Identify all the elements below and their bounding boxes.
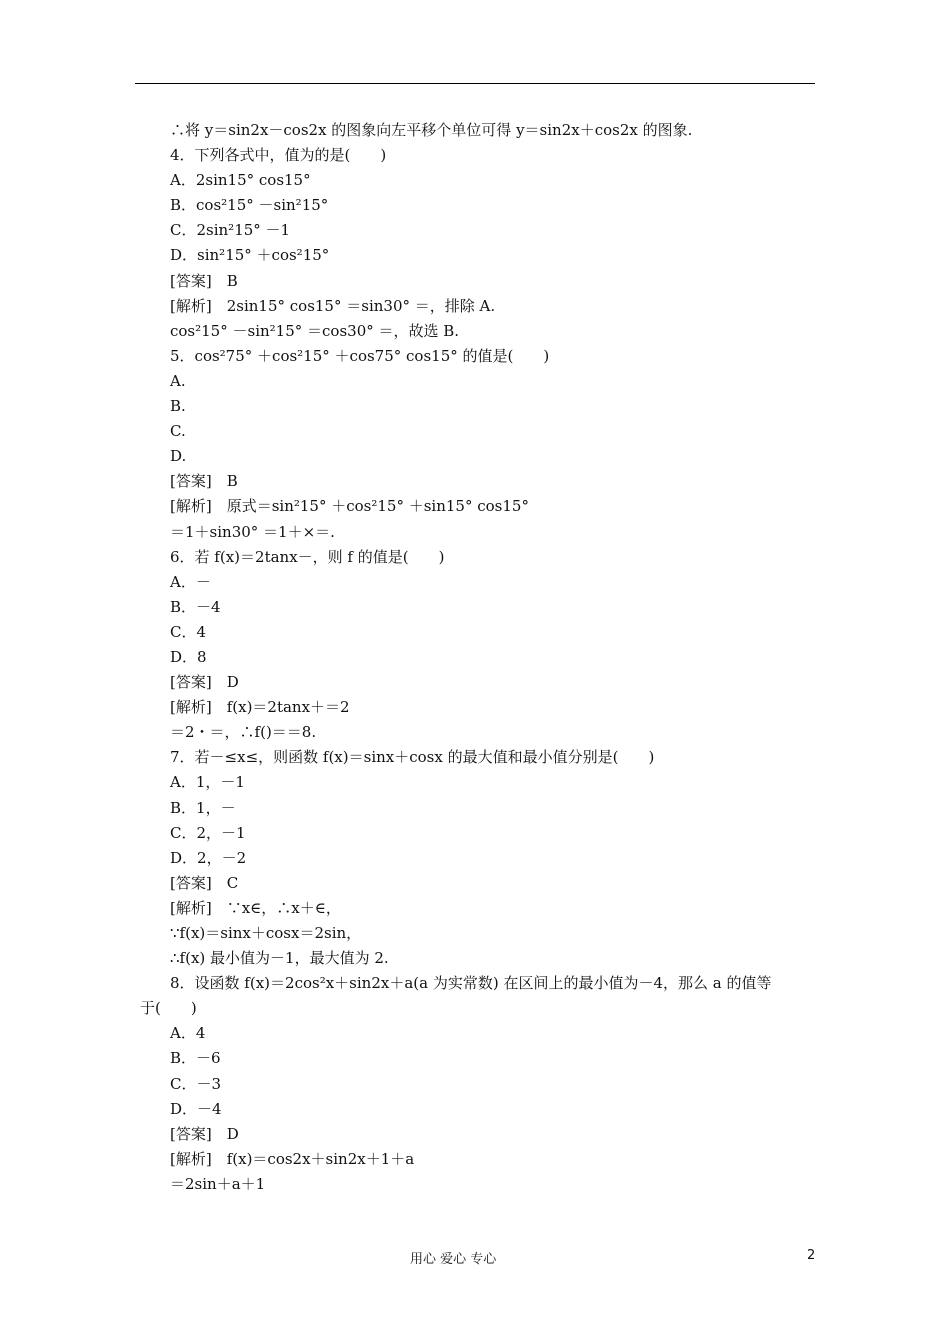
option-d: D．2，－2: [170, 848, 247, 867]
answer-label: [答案] C: [170, 873, 239, 892]
option-a: A．4: [170, 1024, 206, 1043]
option-b: B．1，－: [170, 798, 236, 817]
answer-label: [答案] B: [170, 271, 238, 290]
analysis-label: [解析] 原式＝sin²15° ＋cos²15° ＋sin15° cos15°: [170, 497, 529, 516]
answer-label: [答案] D: [170, 1124, 239, 1143]
option-c: C．4: [170, 622, 207, 641]
page-number: 2: [807, 1248, 816, 1263]
answer-label: [答案] D: [170, 673, 239, 692]
analysis-label: [解析] f(x)＝2tanx＋＝2: [170, 698, 350, 717]
analysis-label: [解析] f(x)＝cos2x＋sin2x＋1＋a: [170, 1149, 415, 1168]
option-c: C．－3: [170, 1074, 222, 1093]
option-c: C.: [170, 422, 186, 441]
option-d: D.: [170, 447, 187, 466]
analysis-label: [解析] 2sin15° cos15° ＝sin30° ＝，排除 A.: [170, 296, 496, 315]
option-d: D．sin²15° ＋cos²15°: [170, 246, 330, 265]
answer-label: [答案] B: [170, 472, 238, 491]
option-a: A．1，－1: [170, 773, 245, 792]
question-7: 7．若－≤x≤，则函数 f(x)＝sinx＋cosx 的最大值和最小值分别是( ): [170, 748, 655, 767]
option-a: A．－: [170, 572, 211, 591]
option-b: B.: [170, 397, 186, 416]
option-d: D．－4: [170, 1099, 222, 1118]
question-5: 5．cos²75° ＋cos²15° ＋cos75° cos15° 的值是( ): [170, 346, 550, 365]
option-c: C．2，－1: [170, 823, 246, 842]
question-6: 6．若 f(x)＝2tanx－，则 f 的值是( ): [170, 547, 445, 566]
analysis-text: ∴f(x) 最小值为－1，最大值为 2.: [170, 949, 389, 968]
analysis-text: ＝1＋sin30° ＝1＋×＝.: [170, 522, 335, 541]
question-8: 8．设函数 f(x)＝2cos²x＋sin2x＋a(a 为实常数) 在区间上的最小值为－4，那么 a 的值等: [170, 974, 772, 993]
analysis-text: cos²15° －sin²15° ＝cos30° ＝，故选 B.: [170, 321, 460, 340]
analysis-label: [解析] ∵x∈，∴x＋∈，: [170, 898, 341, 917]
option-b: B．－6: [170, 1049, 221, 1068]
analysis-text: ＝2・＝，∴f()＝＝8.: [170, 723, 317, 742]
analysis-text: ＝2sin＋a＋1: [170, 1174, 266, 1193]
option-b: B．cos²15° －sin²15°: [170, 196, 329, 215]
text-line: ∴将 y＝sin2x－cos2x 的图象向左平移个单位可得 y＝sin2x＋cos2x 的图象.: [170, 121, 693, 139]
footer-slogan: 用心 爱心 专心: [410, 1252, 497, 1267]
option-d: D．8: [170, 647, 207, 666]
analysis-text: ∵f(x)＝sinx＋cosx＝2sin，: [170, 924, 362, 942]
option-a: A．2sin15° cos15°: [170, 171, 311, 190]
document-body: [140, 118, 820, 1197]
question-8-continued: 于( ): [140, 999, 197, 1018]
header-rule: [135, 83, 815, 84]
option-b: B．－4: [170, 597, 221, 616]
option-c: C．2sin²15° －1: [170, 221, 291, 240]
option-a: A.: [170, 371, 186, 390]
question-4: 4．下列各式中，值为的是( ): [170, 146, 387, 165]
